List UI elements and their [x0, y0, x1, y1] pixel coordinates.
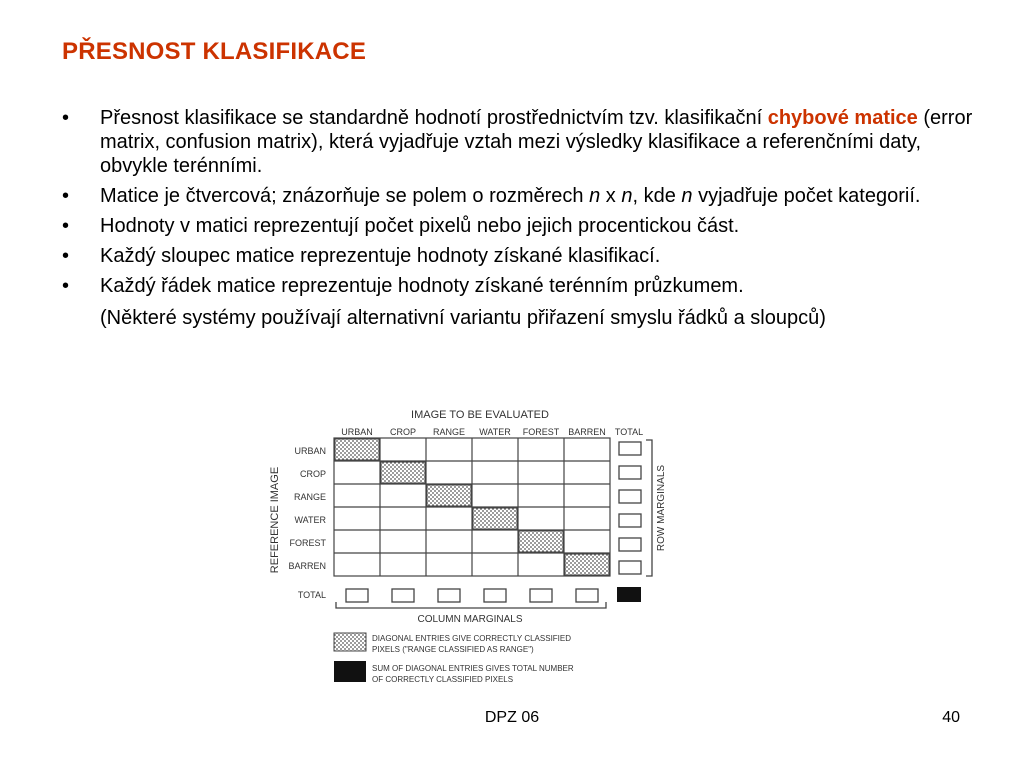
legend-diagonal-text: DIAGONAL ENTRIES GIVE CORRECTLY CLASSIFIED — [372, 634, 572, 643]
row-header: RANGE — [293, 492, 326, 502]
footer-course-label: DPZ 06 — [484, 709, 540, 726]
bullet-text: , kde — [632, 185, 682, 207]
total-column-header: TOTAL — [614, 427, 644, 437]
bullet-marker: • — [62, 185, 70, 207]
diagonal-cell — [381, 462, 425, 483]
legend-dotted-swatch — [334, 633, 366, 651]
bullet-text: Přesnost klasifikace se standardně hodnotí prostřednictvím tzv. klasifikační — [100, 107, 768, 129]
bullet-text: Hodnoty v matici reprezentují počet pixelů nebo jejich procentickou část. — [100, 215, 740, 237]
column-header: URBAN — [341, 427, 373, 437]
legend-dark-swatch — [334, 661, 366, 682]
column-header: FOREST — [522, 427, 560, 437]
legend-sum-text: SUM OF DIAGONAL ENTRIES GIVES TOTAL NUMBER — [372, 664, 574, 673]
column-marginals-bracket — [336, 602, 606, 608]
bullet-text: Matice je čtvercová; znázorňuje se polem o rozměrech — [100, 185, 590, 207]
bullet-marker: • — [62, 245, 70, 267]
row-marginal-box — [619, 442, 641, 455]
column-marginal-box — [576, 589, 598, 602]
row-header: BARREN — [288, 561, 326, 571]
row-marginal-box — [619, 514, 641, 527]
bullet-text: Každý sloupec matice reprezentuje hodnoty získané klasifikací. — [100, 245, 661, 267]
row-header: CROP — [299, 469, 326, 479]
total-row-header: TOTAL — [297, 590, 326, 600]
column-header: CROP — [389, 427, 417, 437]
row-marginal-boxes — [619, 442, 641, 574]
bullet-marker: • — [62, 275, 70, 297]
bullet-marker: • — [62, 215, 70, 237]
total-correct-box — [617, 587, 641, 602]
row-marginal-box — [619, 561, 641, 574]
column-header: WATER — [479, 427, 511, 437]
bullet-text: vyjadřuje počet kategorií. — [692, 185, 921, 207]
diagonal-cell — [335, 439, 379, 460]
row-header: URBAN — [294, 446, 326, 456]
legend-diagonal-text: PIXELS ("RANGE CLASSIFIED AS RANGE") — [372, 645, 534, 654]
row-header: FOREST — [289, 538, 326, 548]
bullet-marker: • — [62, 107, 70, 129]
bullet-text: Každý řádek matice reprezentuje hodnoty získané terénním průzkumem. — [100, 275, 744, 297]
bullet-text: (error matrix, confusion matrix), která vyjadřuje vztah mezi výsledky klasifikace a referenčními daty, obvykle terénními. — [100, 107, 973, 177]
math-var: n — [621, 185, 633, 207]
row-marginals-bracket — [646, 440, 652, 576]
note-text: (Některé systémy používají alternativní variantu přiřazení smyslu řádků a sloupců) — [100, 307, 826, 329]
diagonal-cell — [565, 554, 609, 575]
legend-sum-text: OF CORRECTLY CLASSIFIED PIXELS — [372, 675, 514, 684]
column-marginal-box — [346, 589, 368, 602]
row-header: WATER — [294, 515, 326, 525]
slide-title: PŘESNOST KLASIFIKACE — [62, 38, 367, 65]
bullet-text: x — [600, 185, 622, 207]
column-marginal-box — [392, 589, 414, 602]
page-number: 40 — [942, 709, 960, 726]
column-header: BARREN — [568, 427, 606, 437]
math-var: n — [589, 185, 601, 207]
column-header: RANGE — [432, 427, 466, 437]
image-to-be-evaluated-label: IMAGE TO BE EVALUATED — [411, 409, 549, 421]
column-marginal-box — [438, 589, 460, 602]
diagonal-cell — [519, 531, 563, 552]
row-marginal-box — [619, 466, 641, 479]
column-marginals-label: COLUMN MARGINALS — [417, 614, 523, 625]
column-marginal-box — [484, 589, 506, 602]
column-marginal-boxes — [346, 589, 598, 602]
highlight-term: chybové matice — [767, 107, 918, 129]
row-marginals-label: ROW MARGINALS — [656, 464, 667, 552]
math-var: n — [681, 185, 693, 207]
diagonal-cell — [427, 485, 471, 506]
column-marginal-box — [530, 589, 552, 602]
diagonal-cell — [473, 508, 517, 529]
row-marginal-box — [619, 490, 641, 503]
row-marginal-box — [619, 538, 641, 551]
reference-image-label: REFERENCE IMAGE — [269, 466, 281, 574]
